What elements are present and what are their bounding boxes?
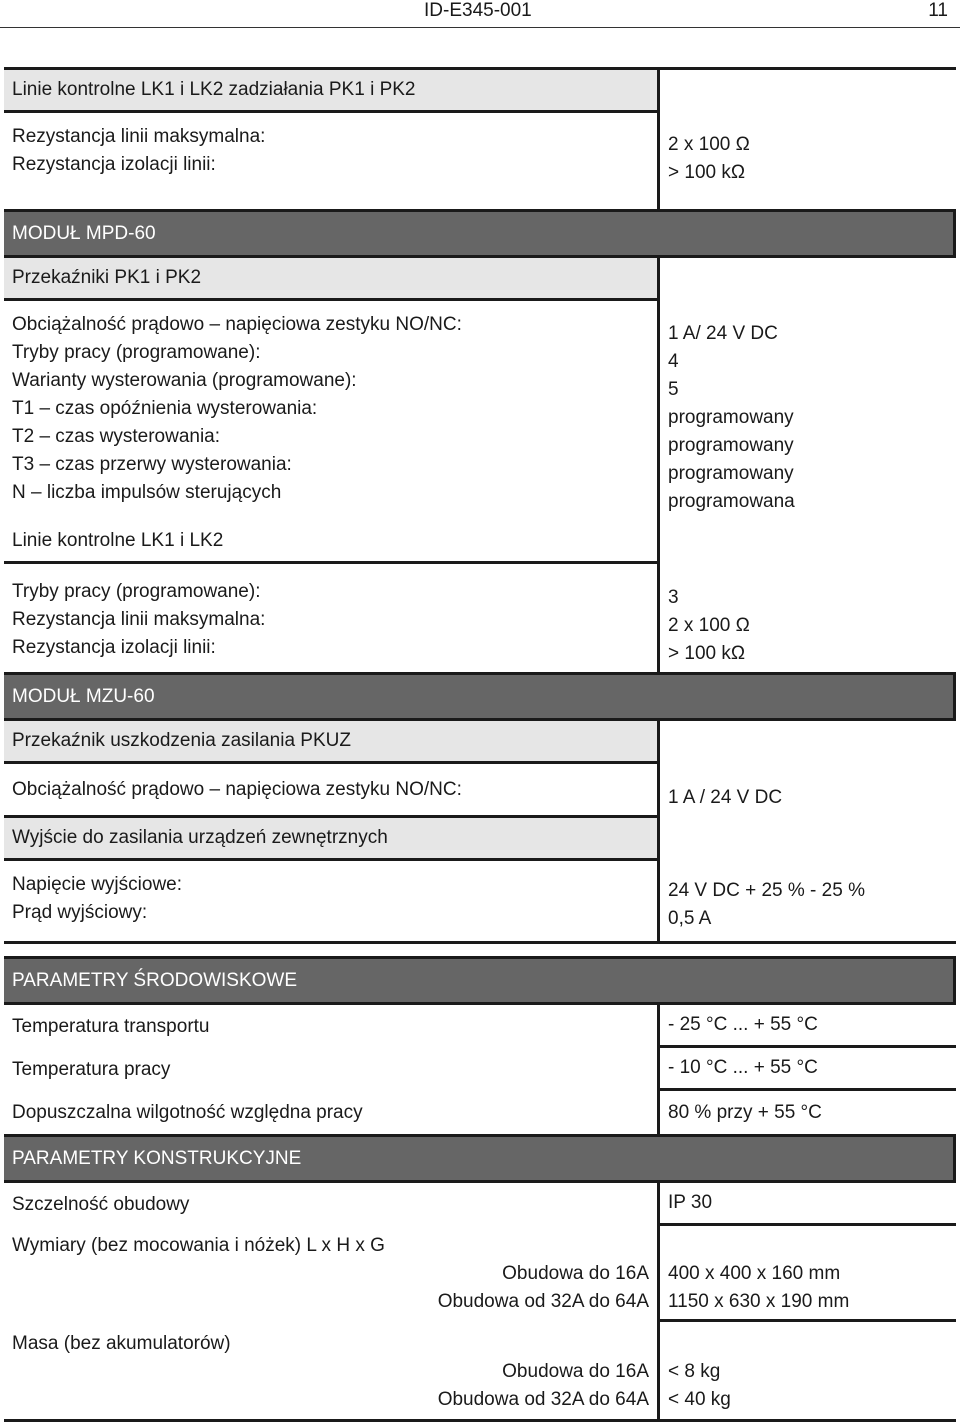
param-label: Prąd wyjściowy:	[12, 902, 148, 923]
param-label: Rezystancja linii maksymalna:	[12, 609, 266, 630]
param-sublabel: Obudowa od 32A do 64A	[437, 1291, 649, 1312]
param-value: programowany	[668, 435, 794, 456]
param-label: Rezystancja izolacji linii:	[12, 637, 216, 658]
mass-row	[4, 1322, 956, 1422]
section-title: Linie kontrolne LK1 i LK2	[4, 521, 660, 564]
section-title: Linie kontrolne LK1 i LK2 zadziałania PK1 i PK2	[4, 70, 660, 113]
param-label: T1 – czas opóźnienia wysterowania:	[12, 398, 318, 419]
document-id: ID-E345-001	[424, 0, 532, 21]
env-construct-table	[4, 956, 956, 1422]
param-value: 24 V DC + 25 % - 25 %	[668, 880, 865, 901]
param-label: Obciążalność prądowo – napięciowa zestyku NO/NC:	[12, 779, 462, 800]
param-value: 0,5 A	[668, 908, 712, 929]
param-value: programowana	[668, 491, 795, 512]
param-label: Rezystancja linii maksymalna:	[12, 126, 266, 147]
header-divider	[0, 27, 960, 28]
section-title: Wyjście do zasilania urządzeń zewnętrznych	[4, 818, 660, 861]
pkuz-params	[4, 764, 956, 818]
lk-pk-params	[4, 113, 956, 209]
param-value: IP 30	[660, 1183, 956, 1226]
param-value: programowany	[668, 463, 794, 484]
section-pkuz	[4, 718, 956, 764]
param-value: > 100 kΩ	[668, 162, 746, 183]
param-value: 400 x 400 x 160 mm	[668, 1263, 841, 1284]
param-value: 80 % przy + 55 °C	[668, 1101, 822, 1123]
param-sublabel: Obudowa od 32A do 64A	[437, 1389, 649, 1410]
param-value: 2 x 100 Ω	[668, 134, 750, 155]
construct-header	[4, 1137, 956, 1180]
section-title: Przekaźnik uszkodzenia zasilania PKUZ	[4, 721, 660, 764]
param-label: Temperatura pracy	[4, 1048, 660, 1091]
spec-table	[4, 67, 956, 944]
control-lines-params	[4, 564, 956, 672]
param-value: 4	[668, 351, 679, 372]
relays-params	[4, 301, 956, 521]
param-value: 3	[668, 587, 679, 608]
param-label: T3 – czas przerwy wysterowania:	[12, 454, 292, 475]
module-title: MODUŁ MPD-60	[12, 222, 156, 244]
param-label: N – liczba impulsów sterujących	[12, 482, 282, 503]
env-row	[4, 1002, 956, 1048]
param-value: < 8 kg	[668, 1361, 721, 1382]
module-mpd-header	[4, 209, 956, 255]
seal-row	[4, 1180, 956, 1226]
dims-row	[4, 1226, 956, 1322]
param-label: Tryby pracy (programowane):	[12, 342, 261, 363]
param-label: Wymiary (bez mocowania i nóżek) L x H x G	[12, 1235, 385, 1256]
section-output	[4, 818, 956, 861]
param-sublabel: Obudowa do 16A	[502, 1263, 649, 1284]
section-title: PARAMETRY KONSTRUKCYJNE	[12, 1147, 302, 1169]
param-label: Warianty wysterowania (programowane):	[12, 370, 357, 391]
param-value: 2 x 100 Ω	[668, 615, 750, 636]
param-value: > 100 kΩ	[668, 643, 746, 664]
page-header	[0, 0, 960, 26]
env-row	[4, 1091, 956, 1137]
param-label: T2 – czas wysterowania:	[12, 426, 221, 447]
module-title: MODUŁ MZU-60	[12, 685, 155, 707]
module-mzu-header	[4, 672, 956, 718]
env-header	[4, 959, 956, 1002]
param-value: < 40 kg	[668, 1389, 731, 1410]
param-value: 1 A/ 24 V DC	[668, 323, 778, 344]
section-title: Przekaźniki PK1 i PK2	[4, 258, 660, 301]
param-label: Napięcie wyjściowe:	[12, 874, 183, 895]
param-value: 1 A / 24 V DC	[668, 787, 783, 808]
section-title: PARAMETRY ŚRODOWISKOWE	[12, 969, 298, 991]
param-label: Dopuszczalna wilgotność względna pracy	[4, 1091, 660, 1134]
param-label: Rezystancja izolacji linii:	[12, 154, 216, 175]
section-relays	[4, 255, 956, 301]
page-number: 11	[928, 0, 948, 21]
param-value: 5	[668, 379, 679, 400]
param-sublabel: Obudowa do 16A	[502, 1361, 649, 1382]
param-label: Temperatura transportu	[4, 1005, 660, 1048]
param-value: - 25 °C ... + 55 °C	[660, 1005, 956, 1048]
param-value: programowany	[668, 407, 794, 428]
env-row	[4, 1048, 956, 1091]
param-label: Masa (bez akumulatorów)	[12, 1333, 231, 1354]
param-value: - 10 °C ... + 55 °C	[660, 1048, 956, 1091]
section-control-lines	[4, 521, 956, 564]
param-label: Obciążalność prądowo – napięciowa zestyku NO/NC:	[12, 314, 462, 335]
output-params	[4, 861, 956, 944]
param-value: 1150 x 630 x 190 mm	[668, 1291, 850, 1312]
param-label: Tryby pracy (programowane):	[12, 581, 261, 602]
param-label: Szczelność obudowy	[4, 1183, 660, 1226]
